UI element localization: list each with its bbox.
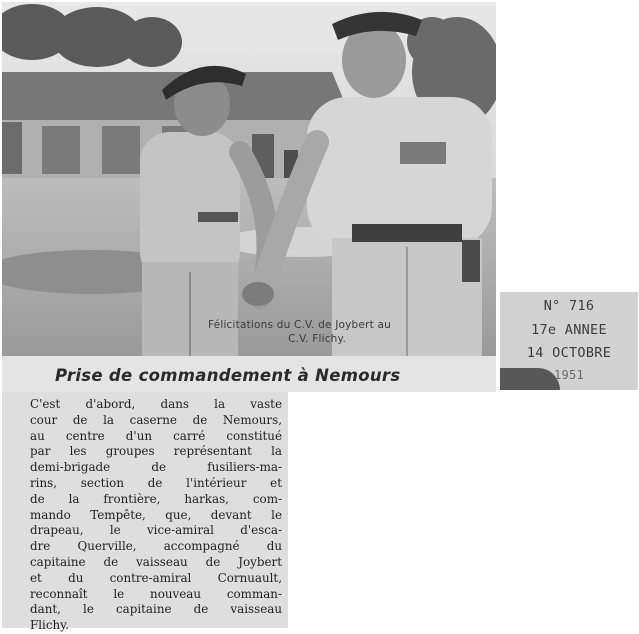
caption-line-2: C.V. Flichy. bbox=[288, 333, 346, 345]
issue-year: 17e ANNEE bbox=[531, 322, 607, 338]
issue-number: N° 716 bbox=[543, 298, 595, 314]
issue-info-box bbox=[500, 292, 638, 390]
news-photo bbox=[2, 2, 496, 356]
article-line: rins, section de l'intérieur et bbox=[30, 475, 282, 490]
article-line: reconnaît le nouveau comman- bbox=[30, 586, 282, 601]
article-line: demi-brigade de fusiliers-ma- bbox=[30, 460, 282, 475]
article-line: et du contre-amiral Cornuault, bbox=[30, 570, 282, 585]
article-headline: Prise de commandement à Nemours bbox=[55, 366, 401, 385]
article-line: cour de la caserne de Nemours, bbox=[30, 412, 282, 427]
article-line: dre Querville, accompagné du bbox=[30, 539, 282, 554]
photo-caption bbox=[208, 318, 496, 346]
issue-date: 14 OCTOBRE bbox=[526, 345, 612, 361]
article-line: dant, le capitaine de vaisseau bbox=[30, 602, 282, 617]
article-line: capitaine de vaisseau de Joybert bbox=[30, 554, 282, 569]
handshake bbox=[242, 282, 274, 306]
article-line: Flichy. bbox=[30, 618, 70, 633]
article-line: de la frontière, harkas, com- bbox=[30, 491, 282, 506]
issue-year-number: 1951 bbox=[553, 368, 585, 382]
caption-line-1: Félicitations du C.V. de Joybert au bbox=[208, 319, 391, 331]
article-line: par les groupes représentant la bbox=[30, 444, 282, 459]
article-line: drapeau, le vice-amiral d'esca- bbox=[30, 523, 282, 538]
photo-illustration bbox=[2, 2, 496, 356]
article-line: C'est d'abord, dans la vaste bbox=[30, 397, 282, 411]
article-body bbox=[30, 397, 282, 634]
article-line: mando Tempête, que, devant le bbox=[30, 507, 282, 522]
article-line: au centre d'un carré constitué bbox=[30, 428, 282, 443]
